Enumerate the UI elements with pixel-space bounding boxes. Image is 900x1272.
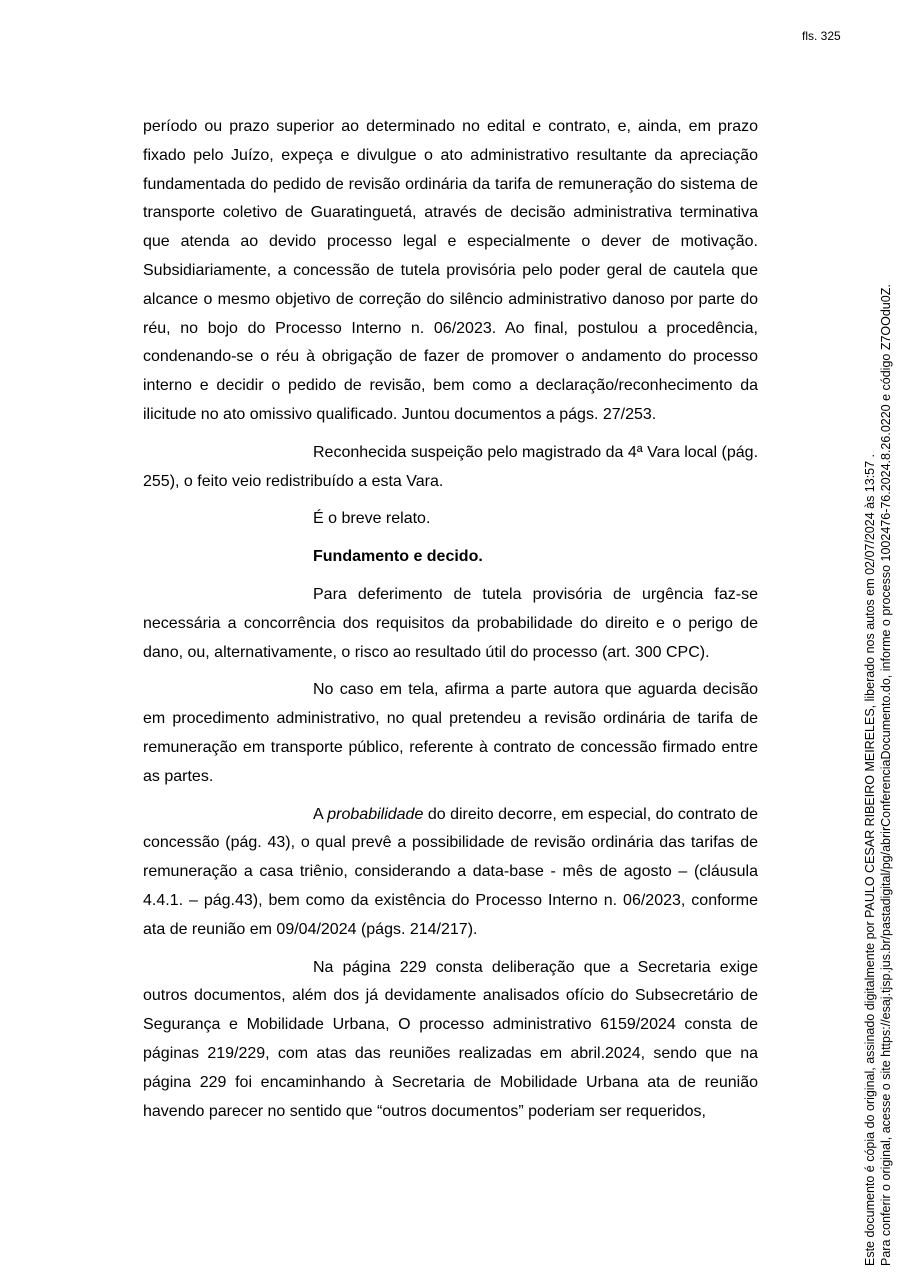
paragraph-probability <box>143 801 758 945</box>
section-heading-reasoning: Fundamento e decido. <box>313 548 483 566</box>
paragraph-case-facts: No caso em tela, afirma a parte autora que aguarda decisão em procedimento administrativo, no qual pretendeu a revisão ordinária de tarifa de remuneração em transporte público, referente à contrato de concessão firmado entre as partes. <box>143 681 758 785</box>
paragraph-urgency-requirements: Para deferimento de tutela provisória de urgência faz-se necessária a concorrência dos requisitos da probabilidade do direito e o perigo de dano, ou, alternativamente, o risco ao resultado útil do processo (art. 300 CPC). <box>143 585 758 661</box>
paragraph-brief-report: É o breve relato. <box>313 510 431 528</box>
paragraph-suspicion: Reconhecida suspeição pelo magistrado da 4ª Vara local (pág. 255), o feito veio redistribuído a esta Vara. <box>143 443 759 490</box>
document-body <box>143 113 758 1126</box>
probability-rest: do direito decorre, em especial, do contrato de concessão (pág. 43), o qual prevê a possibilidade de revisão ordinária das tarifas de remuneração a casa triênio, considerando a data-base - mês de agosto – (cláusula 4.4.1. – pág.43), bem como da existência do Processo Interno n. 06/2023, conforme ata de reunião em 09/04/2024 (págs. 214/217). <box>143 805 758 938</box>
page-number: fls. 325 <box>802 29 841 43</box>
probability-emphasis: probabilidade <box>327 805 424 823</box>
probability-lead: A <box>313 805 328 823</box>
digital-signature-note <box>862 186 894 1266</box>
signature-note-line-2: Para conferir o original, acesse o site https://esaj.tjsp.jus.br/pastadigital/pg/abrirConferenciaDocumento.do, informe o processo 1002476-76.2024.8.26.0220 e código Z7OOdu0Z. <box>879 284 893 1266</box>
signature-note-line-1: Este documento é cópia do original, assinado digitalmente por PAULO CESAR RIBEIRO MEIRELES, liberado nos autos em 02/07/2024 às 13:57 . <box>863 453 877 1266</box>
paragraph-page-229: Na página 229 consta deliberação que a Secretaria exige outros documentos, além dos já devidamente analisados ofício do Subsecretário de Segurança e Mobilidade Urbana, O processo administrativo 6159/2024 consta de páginas 219/229, com atas das reuniões realizadas em abril.2024, sendo que na página 229 foi encaminhando à Secretaria de Mobilidade Urbana ata de reunião havendo parecer no sentido que “outros documentos” poderiam ser requeridos, <box>143 958 758 1120</box>
paragraph-request-summary: período ou prazo superior ao determinado no edital e contrato, e, ainda, em prazo fixado pelo Juízo, expeça e divulgue o ato administrativo resultante da apreciação fundamentada do pedido de revisão ordinária da tarifa de remuneração do sistema de transporte coletivo de Guaratinguetá, através de decisão administrativa terminativa que atenda ao devido processo legal e especialmente o dever de motivação. Subsidiariamente, a concessão de tutela provisória pelo poder geral de cautela que alcance o mesmo objetivo de correção do silêncio administrativo danoso por parte do réu, no bojo do Processo Interno n. 06/2023. Ao final, postulou a procedência, condenando-se o réu à obrigação de fazer de promover o andamento do processo interno e decidir o pedido de revisão, bem como a declaração/reconhecimento da ilicitude no ato omissivo qualificado. Juntou documentos a págs. 27/253. <box>143 118 758 423</box>
